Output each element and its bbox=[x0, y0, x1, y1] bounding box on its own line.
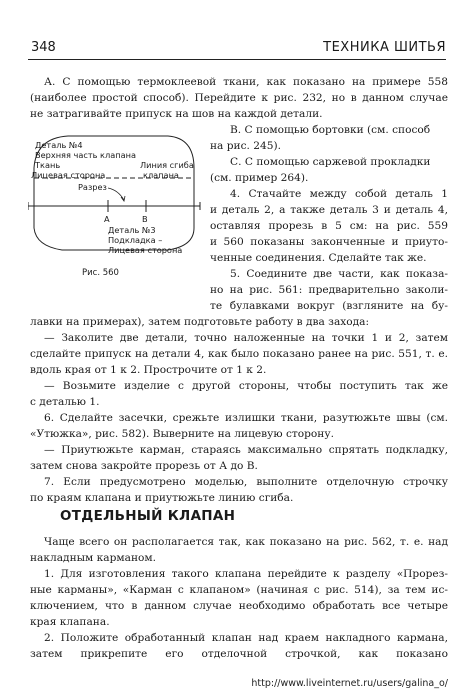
label-detail-3: Деталь №3 bbox=[108, 225, 156, 235]
label-fold-line: Линия сгиба bbox=[140, 160, 194, 170]
text-line: ключением, что в данном случае необходимо обработать все четыре bbox=[30, 600, 448, 612]
text-line: накладным карманом. bbox=[30, 552, 156, 564]
text-line: ные карманы», «Карман с клапаном» (начиная с рис. 514), за тем ис- bbox=[30, 584, 448, 596]
source-url: http://www.liveinternet.ru/users/galina_o/ bbox=[251, 678, 448, 689]
text-line: края клапана. bbox=[30, 616, 110, 628]
text-line: и 560 показаны законченные и приуто- bbox=[210, 236, 448, 248]
page-number: 348 bbox=[31, 40, 56, 55]
text-line: оставляя прорезь в 5 см: на рис. 559 bbox=[210, 220, 448, 232]
text-line: 2. Положите обработанный клапан над краем накладного кармана, bbox=[44, 632, 448, 644]
text-line: вдоль края от 1 к 2. Прострочите от 1 к 2. bbox=[30, 364, 267, 376]
label-detail-4: Деталь №4 bbox=[35, 140, 83, 150]
text-line: ченные соединения. Сделайте так же. bbox=[210, 252, 427, 264]
text-line: С. С помощью саржевой прокладки bbox=[230, 156, 431, 168]
label-lining: Подкладка – bbox=[108, 235, 163, 245]
figure-560 bbox=[28, 128, 206, 280]
text-line: лавки на примерах), затем подготовьте работу в два захода: bbox=[30, 316, 370, 328]
text-line: 4. Стачайте между собой деталь 1 bbox=[230, 188, 448, 200]
text-line: «Утюжка», рис. 582). Выверните на лицевую сторону. bbox=[30, 428, 334, 440]
header-rule bbox=[28, 59, 446, 60]
label-point-b: B bbox=[142, 214, 148, 224]
running-title: ТЕХНИКА ШИТЬЯ bbox=[323, 40, 446, 55]
text-line: но на рис. 561: предварительно заколи- bbox=[210, 284, 448, 296]
text-line: с деталью 1. bbox=[30, 396, 100, 408]
text-line: Чаще всего он располагается так, как показано на рис. 562, т. е. над bbox=[44, 536, 448, 548]
text-line: 7. Если предусмотрено моделью, выполните отделочную строчку bbox=[44, 476, 448, 488]
text-line: по краям клапана и приутюжьте линию сгиба. bbox=[30, 492, 294, 504]
text-line: затем снова закройте прорезь от А до В. bbox=[30, 460, 258, 472]
text-line: А. С помощью термоклеевой ткани, как показано на примере 558 bbox=[44, 76, 448, 88]
label-top-part: Верхняя часть клапана bbox=[35, 150, 136, 160]
text-line: — Заколите две детали, точно наложенные на точки 1 и 2, затем bbox=[44, 332, 448, 344]
label-slit: Разрез bbox=[78, 182, 107, 192]
text-line: те булавками вокруг (взгляните на бу- bbox=[210, 300, 448, 312]
text-line: и деталь 2, а также деталь 3 и деталь 4, bbox=[210, 204, 448, 216]
text-line: — Приутюжьте карман, стараясь максимально спрятать подкладку, bbox=[44, 444, 448, 456]
page-header bbox=[28, 40, 446, 60]
section-heading: ОТДЕЛЬНЫЙ КЛАПАН bbox=[60, 508, 236, 524]
figure-caption: Рис. 560 bbox=[82, 268, 119, 278]
label-point-a: A bbox=[104, 214, 110, 224]
text-line: затем прикрепите его отделочной строчкой, как показано bbox=[30, 648, 448, 660]
text-line: (наиболее простой способ). Перейдите к рис. 232, но в данном случае bbox=[30, 92, 448, 104]
label-flap: клапана bbox=[143, 170, 179, 180]
text-line: на рис. 245). bbox=[210, 140, 281, 152]
text-line: 5. Соедините две части, как показа- bbox=[230, 268, 448, 280]
label-face: Лицевая сторона bbox=[31, 170, 106, 180]
text-line: — Возьмите изделие с другой стороны, чтобы поступить так же bbox=[44, 380, 448, 392]
text-line: 1. Для изготовления такого клапана перейдите к разделу «Прорез- bbox=[44, 568, 448, 580]
label-fabric: Ткань bbox=[35, 160, 61, 170]
text-line: В. С помощью бортовки (см. способ bbox=[230, 124, 431, 136]
text-line: 6. Сделайте засечки, срежьте излишки ткани, разутюжьте швы (см. bbox=[44, 412, 448, 424]
text-line: не затрагивайте припуск на шов на каждой детали. bbox=[30, 108, 323, 120]
label-lining-face: Лицевая сторона bbox=[108, 245, 183, 255]
text-line: (см. пример 264). bbox=[210, 172, 309, 184]
text-line: сделайте припуск на детали 4, как было показано ранее на рис. 551, т. е. bbox=[30, 348, 448, 360]
